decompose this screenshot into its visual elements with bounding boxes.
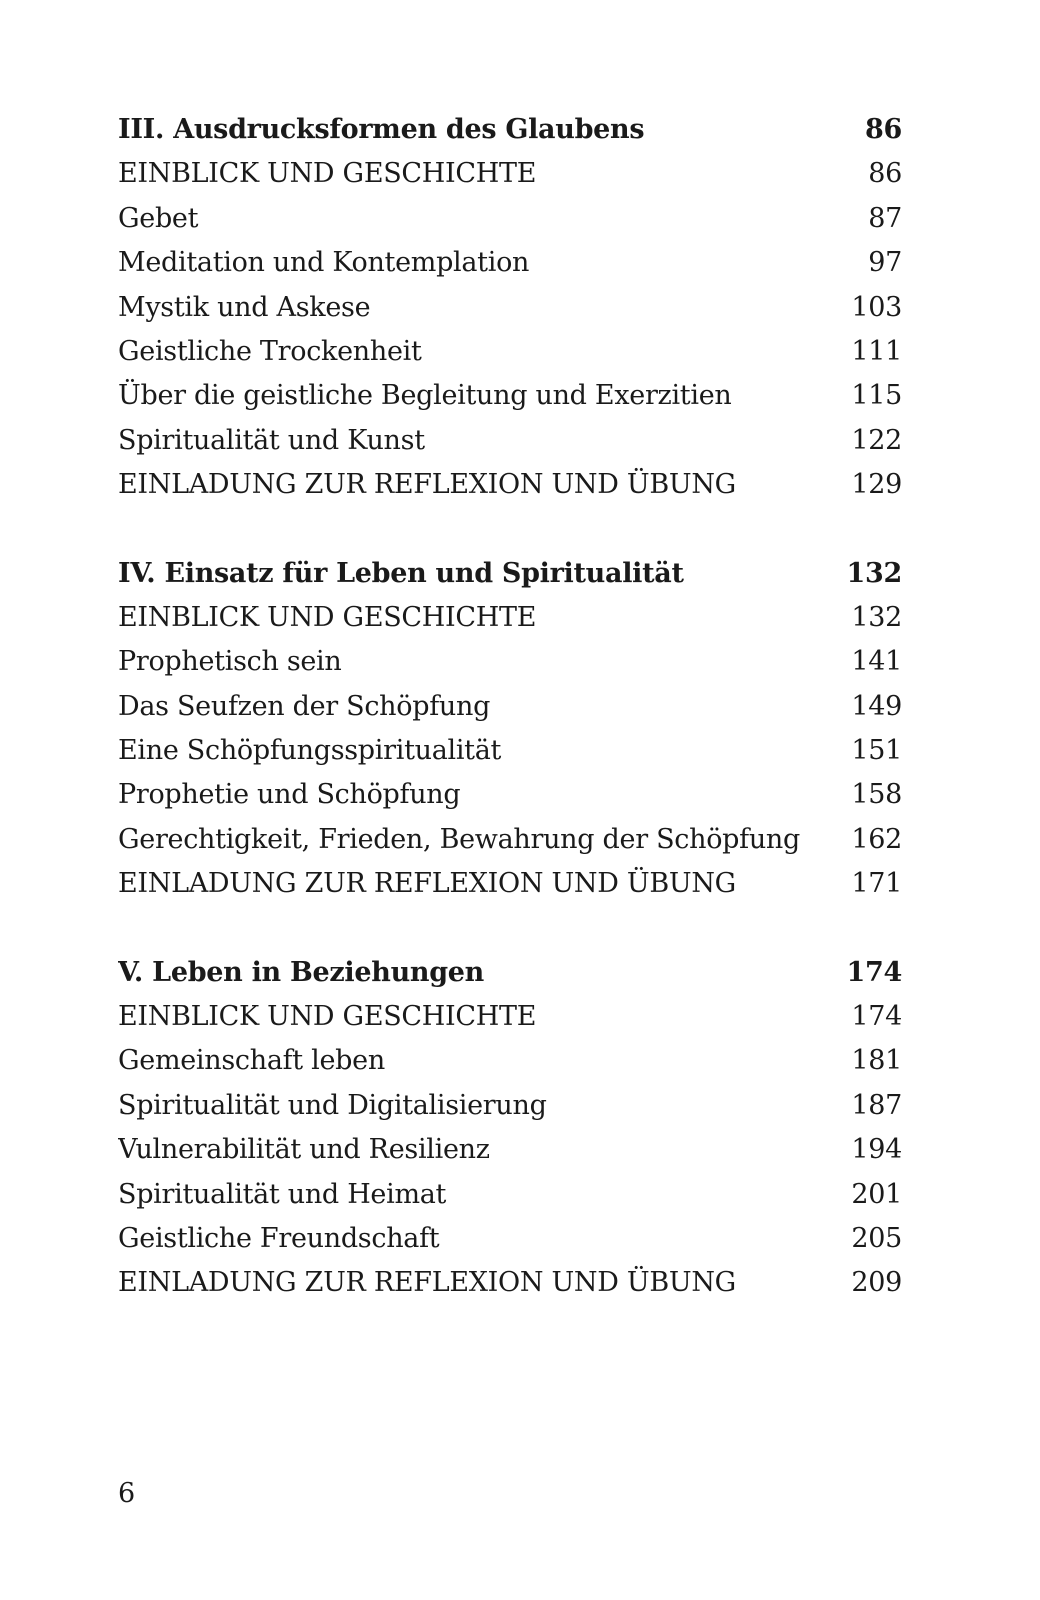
- toc-entry-title: Spiritualität und Kunst: [118, 424, 425, 456]
- toc-entry-page: 181: [851, 1045, 902, 1077]
- toc-entry-page: 103: [851, 291, 902, 323]
- toc-entry: [118, 152, 902, 196]
- section-heading-page: 86: [865, 114, 902, 145]
- toc-entry-page: 129: [851, 469, 902, 501]
- toc-entry-title: Das Seufzen der Schöpfung: [118, 690, 491, 722]
- toc-section-iii: [118, 108, 902, 508]
- toc-entry: [118, 995, 902, 1039]
- toc-entry-page: 122: [851, 424, 902, 456]
- toc-entry-page: 87: [868, 202, 902, 234]
- toc-entry-title: Spiritualität und Heimat: [118, 1178, 447, 1210]
- toc-entry-page: 158: [851, 779, 902, 811]
- toc-entry-title: Gerechtigkeit, Frieden, Bewahrung der Schöpfung: [118, 823, 800, 855]
- toc-entry-page: 141: [851, 646, 902, 678]
- toc-entry: [118, 463, 902, 507]
- toc-entry-title: Prophetisch sein: [118, 646, 342, 678]
- toc-entry-page: 209: [851, 1267, 902, 1299]
- toc-entry: [118, 419, 902, 463]
- toc-entry: [118, 1128, 902, 1172]
- toc-entry-page: 162: [851, 823, 902, 855]
- toc-entry-page: 194: [851, 1134, 902, 1166]
- toc-entry-title: Gebet: [118, 202, 199, 234]
- page-number: 6: [118, 1478, 136, 1509]
- toc-entry-title: Prophetie und Schöpfung: [118, 779, 461, 811]
- toc-entry: [118, 286, 902, 330]
- toc-entry-page: 151: [851, 735, 902, 767]
- section-heading-page: 132: [846, 557, 902, 589]
- toc-entry: [118, 1173, 902, 1217]
- toc-entry: [118, 596, 902, 640]
- section-heading: [118, 552, 902, 596]
- toc-entry-title: EINBLICK UND GESCHICHTE: [118, 158, 537, 190]
- toc-section-iv: [118, 552, 902, 907]
- toc-entry-title: EINBLICK UND GESCHICHTE: [118, 601, 537, 633]
- toc-entry-page: 132: [851, 601, 902, 633]
- toc-entry-page: 97: [868, 247, 902, 279]
- toc-entry: [118, 374, 902, 418]
- toc-entry-title: EINLADUNG ZUR REFLEXION UND ÜBUNG: [118, 868, 736, 900]
- toc-entry: [118, 862, 902, 906]
- toc-entry-page: 205: [851, 1222, 902, 1254]
- toc-entry-page: 201: [851, 1178, 902, 1210]
- toc-entry: [118, 729, 902, 773]
- toc-entry-page: 115: [851, 380, 902, 412]
- toc-entry-page: 187: [851, 1089, 902, 1121]
- toc-entry: [118, 1261, 902, 1305]
- toc-entry-title: Gemeinschaft leben: [118, 1045, 385, 1077]
- toc-entry-title: Meditation und Kontemplation: [118, 247, 530, 279]
- toc-entry: [118, 818, 902, 862]
- toc-entry-title: Eine Schöpfungsspiritualität: [118, 735, 502, 767]
- toc-entry-title: Spiritualität und Digitalisierung: [118, 1089, 547, 1121]
- toc-entry-page: 174: [851, 1001, 902, 1033]
- toc-entry: [118, 685, 902, 729]
- section-heading-title: IV. Einsatz für Leben und Spiritualität: [118, 557, 684, 589]
- toc-entry: [118, 330, 902, 374]
- toc-entry-title: Geistliche Freundschaft: [118, 1222, 440, 1254]
- toc-entry-title: Vulnerabilität und Resilienz: [118, 1134, 490, 1166]
- section-heading: [118, 951, 902, 995]
- section-heading-title: III. Ausdrucksformen des Glaubens: [118, 114, 645, 145]
- section-heading: [118, 108, 902, 152]
- toc-entry-page: 86: [868, 158, 902, 190]
- toc-entry-title: Über die geistliche Begleitung und Exerzitien: [118, 380, 732, 412]
- toc-entry: [118, 1084, 902, 1128]
- section-heading-page: 174: [846, 956, 902, 988]
- toc-entry-title: Geistliche Trockenheit: [118, 335, 422, 367]
- toc-entry-page: 149: [851, 690, 902, 722]
- toc-entry-page: 111: [851, 335, 902, 367]
- toc-entry: [118, 1039, 902, 1083]
- toc-entry: [118, 773, 902, 817]
- toc-entry-title: EINBLICK UND GESCHICHTE: [118, 1001, 537, 1033]
- toc-entry-title: EINLADUNG ZUR REFLEXION UND ÜBUNG: [118, 1267, 736, 1299]
- toc-entry-title: EINLADUNG ZUR REFLEXION UND ÜBUNG: [118, 469, 736, 501]
- toc-section-v: [118, 951, 902, 1306]
- toc-entry-title: Mystik und Askese: [118, 291, 371, 323]
- toc-entry: [118, 1217, 902, 1261]
- toc-entry-page: 171: [851, 868, 902, 900]
- toc-entry: [118, 197, 902, 241]
- table-of-contents: [118, 108, 902, 1350]
- section-heading-title: V. Leben in Beziehungen: [118, 956, 485, 988]
- toc-entry: [118, 640, 902, 684]
- toc-entry: [118, 241, 902, 285]
